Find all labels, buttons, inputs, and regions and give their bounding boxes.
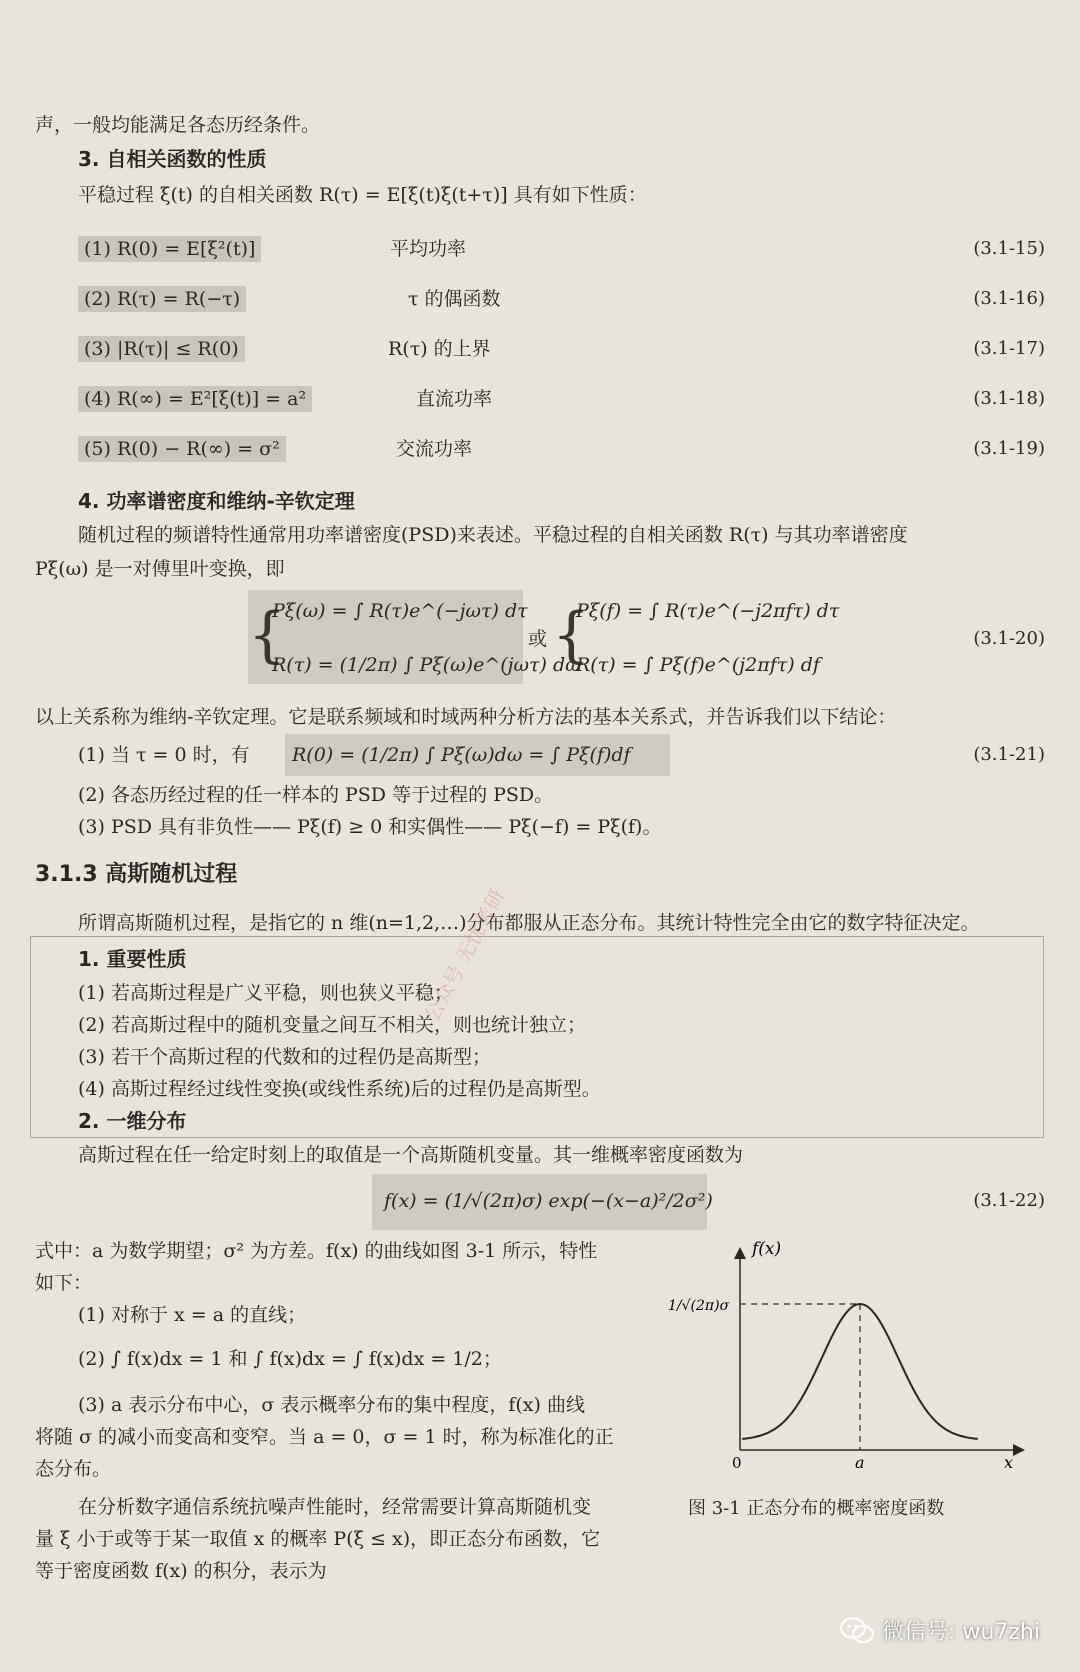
heading-distribution: 2. 一维分布 — [78, 1109, 187, 1133]
equation-psd-omega: Pξ(ω) = ∫ R(τ)e^(−jωτ) dτ — [272, 600, 528, 622]
equation-autocorr-f: R(τ) = ∫ Pξ(f)e^(j2πfτ) df — [576, 654, 820, 676]
property-line: (3) 若干个高斯过程的代数和的过程仍是高斯型； — [78, 1046, 491, 1068]
section-title: 3.1.3 高斯随机过程 — [35, 862, 238, 887]
property-3: (3) |R(τ)| ≤ R(0) — [78, 336, 245, 362]
equation-number: (3.1-19) — [973, 438, 1045, 459]
equation-number: (3.1-17) — [973, 338, 1045, 359]
origin-label: 0 — [732, 1454, 742, 1468]
heading-psd: 4. 功率谱密度和维纳-辛钦定理 — [78, 489, 355, 513]
peak-label: 1/√(2π)σ — [668, 1298, 730, 1314]
text-line: 以上关系称为维纳-辛钦定理。它是联系频域和时域两种分析方法的基本关系式，并告诉我们以下结论： — [35, 706, 897, 728]
property-5-desc: 交流功率 — [396, 438, 473, 460]
text-line: (2) ∫ f(x)dx = 1 和 ∫ f(x)dx = ∫ f(x)dx = 1/2； — [78, 1348, 502, 1370]
text-line: (1) 对称于 x = a 的直线； — [78, 1304, 307, 1326]
text-line: 高斯过程在任一给定时刻上的取值是一个高斯随机变量。其一维概率密度函数为 — [78, 1144, 744, 1166]
property-1-desc: 平均功率 — [390, 238, 467, 260]
text-line: 态分布。 — [35, 1458, 112, 1480]
equation-number: (3.1-21) — [973, 744, 1045, 765]
brace: { — [552, 600, 591, 670]
property-line: (1) 若高斯过程是广义平稳，则也狭义平稳； — [78, 982, 453, 1004]
heading-autocorrelation: 3. 自相关函数的性质 — [78, 147, 267, 171]
y-axis-label: f(x) — [752, 1239, 782, 1259]
equation-number: (3.1-22) — [973, 1190, 1045, 1211]
text-line: 量 ξ 小于或等于某一取值 x 的概率 P(ξ ≤ x)，即正态分布函数，它 — [35, 1528, 601, 1550]
text-line: (3) a 表示分布中心，σ 表示概率分布的集中程度，f(x) 曲线 — [78, 1394, 585, 1416]
wechat-icon — [840, 1617, 874, 1645]
property-3-desc: R(τ) 的上界 — [388, 338, 491, 360]
conclusion-2: (2) 各态历经过程的任一样本的 PSD 等于过程的 PSD。 — [78, 784, 554, 806]
property-2-desc: τ 的偶函数 — [408, 288, 501, 310]
equation-number: (3.1-18) — [973, 388, 1045, 409]
equation-or: 或 — [528, 628, 548, 650]
equation-power: R(0) = (1/2π) ∫ Pξ(ω)dω = ∫ Pξ(f)df — [292, 744, 631, 766]
property-4: (4) R(∞) = E²[ξ(t)] = a² — [78, 386, 312, 412]
text-line: 随机过程的频谱特性通常用功率谱密度(PSD)来表述。平稳过程的自相关函数 R(τ) 与其功率谱密度 — [78, 524, 908, 546]
x-axis-label: x — [1004, 1453, 1014, 1468]
equation-gaussian: f(x) = (1/√(2π)σ) exp(−(x−a)²/2σ²) — [384, 1190, 713, 1212]
equation-autocorr-omega: R(τ) = (1/2π) ∫ Pξ(ω)e^(jωτ) dω — [272, 654, 581, 676]
conclusion-1: (1) 当 τ = 0 时，有 — [78, 744, 250, 766]
property-line: (2) 若高斯过程中的随机变量之间互不相关，则也统计独立； — [78, 1014, 586, 1036]
property-1: (1) R(0) = E[ξ²(t)] — [78, 236, 261, 262]
normal-distribution-figure — [660, 1238, 1030, 1468]
wechat-watermark — [840, 1615, 1040, 1646]
text-line: 等于密度函数 f(x) 的积分，表示为 — [35, 1560, 327, 1582]
heading-properties: 1. 重要性质 — [78, 947, 187, 971]
property-line: (4) 高斯过程经过线性变换(或线性系统)后的过程仍是高斯型。 — [78, 1078, 601, 1100]
watermark-stamp: 公众号 无忧考研 — [419, 884, 510, 1026]
conclusion-3: (3) PSD 具有非负性—— Pξ(f) ≥ 0 和实偶性—— Pξ(−f) = Pξ(f)。 — [78, 816, 662, 838]
equation-number: (3.1-20) — [973, 628, 1045, 649]
equation-psd-f: Pξ(f) = ∫ R(τ)e^(−j2πfτ) dτ — [576, 600, 840, 622]
property-2: (2) R(τ) = R(−τ) — [78, 286, 246, 312]
text-line: Pξ(ω) 是一对傅里叶变换，即 — [35, 558, 285, 580]
property-4-desc: 直流功率 — [416, 388, 493, 410]
text-line: 将随 σ 的减小而变高和变窄。当 a = 0，σ = 1 时，称为标准化的正 — [35, 1426, 614, 1448]
figure-caption: 图 3-1 正态分布的概率密度函数 — [688, 1498, 945, 1519]
equation-number: (3.1-16) — [973, 288, 1045, 309]
mean-label: a — [855, 1453, 865, 1468]
equation-number: (3.1-15) — [973, 238, 1045, 259]
text-line: 如下： — [35, 1272, 93, 1294]
text-line: 平稳过程 ξ(t) 的自相关函数 R(τ) = E[ξ(t)ξ(t+τ)] 具有如下性质： — [78, 184, 647, 206]
text-line: 声，一般均能满足各态历经条件。 — [35, 114, 321, 136]
text-line: 所谓高斯随机过程，是指它的 n 维(n=1,2,…)分布都服从正态分布。其统计特性完全由它的数字特征决定。 — [78, 912, 980, 934]
text-line: 式中：a 为数学期望；σ² 为方差。f(x) 的曲线如图 3-1 所示，特性 — [35, 1240, 598, 1262]
watermark-text: 微信号: wu7zhi — [882, 1620, 1040, 1645]
property-5: (5) R(0) − R(∞) = σ² — [78, 436, 286, 462]
brace: { — [248, 600, 287, 670]
text-line: 在分析数字通信系统抗噪声性能时，经常需要计算高斯随机变 — [78, 1496, 592, 1518]
